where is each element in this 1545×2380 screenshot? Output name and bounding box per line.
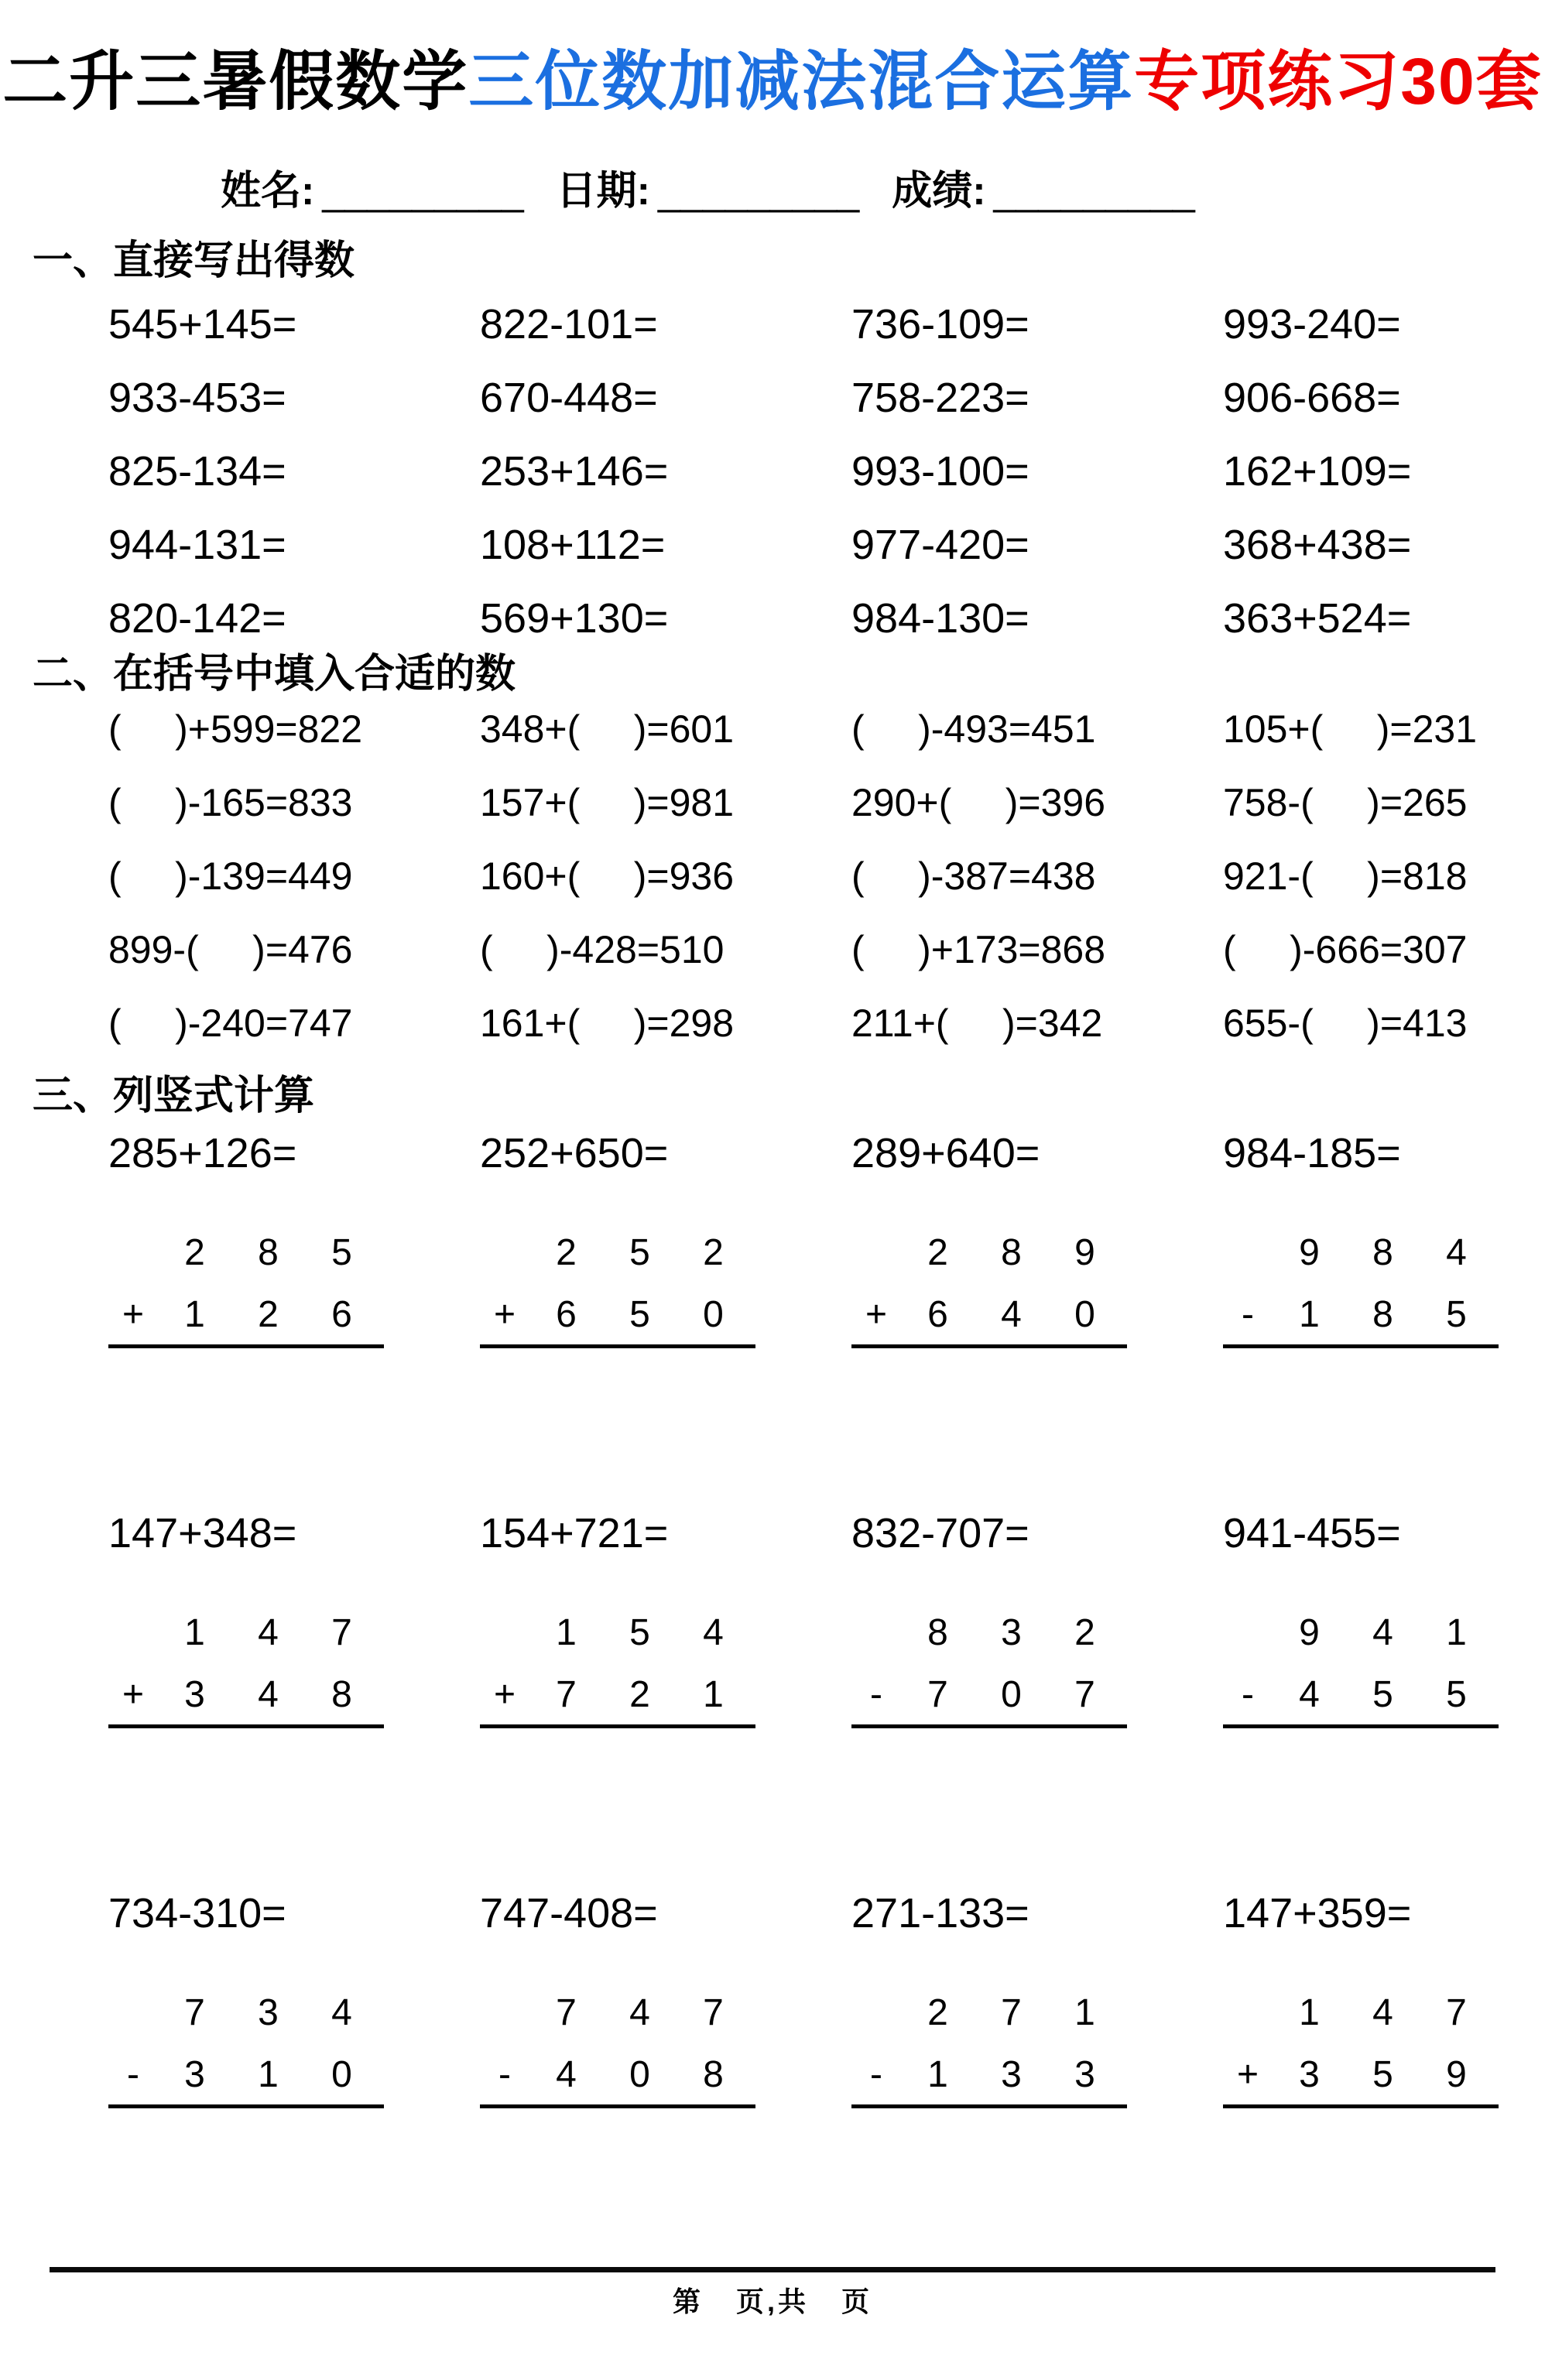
title-series-part: 专项练习30套	[1134, 45, 1543, 118]
info-line	[0, 169, 1545, 215]
vertical-top-digit: 1	[1446, 1612, 1467, 1654]
vertical-bottom-digit: 4	[556, 2054, 577, 2096]
worksheet-title	[0, 0, 1545, 118]
vertical-calc	[1223, 1612, 1545, 1728]
vertical-top-digit: 4	[703, 1612, 724, 1654]
s3-group1-vertical	[0, 1232, 1545, 1348]
vertical-bottom-digit: 8	[703, 2054, 724, 2096]
vertical-calc	[480, 1232, 851, 1348]
s2-problem: ( )-493=451	[851, 707, 1096, 752]
vertical-operator: +	[493, 1674, 516, 1716]
vspacer	[1223, 1235, 1273, 1272]
s2-problem: ( )-139=449	[108, 854, 353, 899]
vertical-calc	[480, 1992, 851, 2108]
vertical-top-digit: 4	[331, 1992, 352, 2034]
s3-problem-label: 734-310=	[108, 1890, 286, 1937]
s3-group3-labels	[0, 1890, 1545, 1937]
s1-problem: 363+524=	[1223, 594, 1412, 642]
s3-problem-label: 271-133=	[851, 1890, 1029, 1937]
score-label: 成绩:	[892, 169, 986, 214]
vertical-calc	[108, 1612, 480, 1728]
vertical-bottom-digit: 0	[629, 2054, 650, 2096]
vertical-top-digit: 2	[927, 1992, 948, 2034]
vertical-digits	[1223, 1992, 1545, 2096]
vertical-top-digit: 5	[629, 1612, 650, 1654]
name-label: 姓名:	[221, 169, 315, 214]
vertical-top-digit: 4	[1372, 1992, 1393, 2034]
vertical-digits	[108, 1232, 480, 1336]
vertical-bottom-digit: 3	[1299, 2054, 1320, 2096]
s1-problem: 993-240=	[1223, 300, 1401, 348]
date-blank: _________	[657, 169, 860, 214]
answer-line	[108, 2104, 384, 2108]
s3-problem-label: 832-707=	[851, 1510, 1029, 1557]
s2-problem: 921-( )=818	[1223, 854, 1468, 899]
vertical-top-digit: 2	[703, 1232, 724, 1274]
vertical-operator: +	[122, 1674, 145, 1716]
vertical-bottom-digit: 2	[258, 1294, 279, 1336]
vertical-bottom-digit: 1	[258, 2054, 279, 2096]
name-blank: _________	[322, 169, 524, 214]
vspacer	[1223, 1615, 1273, 1652]
vertical-bottom-digit: 2	[629, 1674, 650, 1716]
s1-problem: 569+130=	[480, 594, 669, 642]
vertical-top-digit: 8	[927, 1612, 948, 1654]
s2-problem: ( )-666=307	[1223, 928, 1468, 972]
s2-problem: 348+( )=601	[480, 707, 735, 752]
s1-problem: 670-448=	[480, 374, 658, 421]
vspacer	[480, 1995, 529, 2032]
s3-group2-labels	[0, 1510, 1545, 1557]
vertical-operator: -	[1242, 1674, 1254, 1716]
vertical-bottom-digit: 1	[1299, 1294, 1320, 1336]
page-footer: 第 页,共 页	[672, 2286, 872, 2318]
vertical-top-digit: 8	[1001, 1232, 1022, 1274]
vertical-bottom-digit: 6	[331, 1294, 352, 1336]
vertical-bottom-digit: 5	[629, 1294, 650, 1336]
vertical-digits	[851, 1992, 1223, 2096]
s1-problem: 822-101=	[480, 300, 658, 348]
s3-group2-vertical	[0, 1612, 1545, 1728]
vertical-bottom-digit: 7	[556, 1674, 577, 1716]
section3-heading: 三、列竖式计算	[33, 1074, 315, 1119]
s1-problem: 368+438=	[1223, 521, 1412, 568]
vspacer	[480, 1235, 529, 1272]
answer-line	[480, 1724, 755, 1728]
s2-problem: 899-( )=476	[108, 928, 353, 972]
vertical-top-digit: 2	[556, 1232, 577, 1274]
vertical-digits	[108, 1612, 480, 1716]
vertical-top-digit: 4	[258, 1612, 279, 1654]
s3-problem-label: 941-455=	[1223, 1510, 1401, 1557]
vertical-digits	[851, 1232, 1223, 1336]
vertical-top-digit: 5	[629, 1232, 650, 1274]
s1-problem: 736-109=	[851, 300, 1029, 348]
answer-line	[1223, 2104, 1499, 2108]
vertical-bottom-digit: 1	[927, 2054, 948, 2096]
vertical-bottom-digit: 4	[1001, 1294, 1022, 1336]
vertical-bottom-digit: 4	[258, 1674, 279, 1716]
vertical-bottom-digit: 5	[1446, 1294, 1467, 1336]
section1-heading: 一、直接写出得数	[33, 238, 355, 283]
vertical-top-digit: 3	[258, 1992, 279, 2034]
vertical-calc	[1223, 1232, 1545, 1348]
s2-problem: 211+( )=342	[851, 1002, 1103, 1046]
answer-line	[1223, 1344, 1499, 1348]
s1-problem: 108+112=	[480, 521, 666, 568]
s2-problem: 290+( )=396	[851, 781, 1106, 825]
vertical-operator: +	[1236, 2054, 1259, 2096]
vertical-top-digit: 2	[927, 1232, 948, 1274]
s3-problem-label: 147+359=	[1223, 1890, 1412, 1937]
vertical-bottom-digit: 0	[703, 1294, 724, 1336]
s1-problem: 253+146=	[480, 447, 669, 495]
vertical-top-digit: 7	[1446, 1992, 1467, 2034]
vertical-top-digit: 9	[1299, 1612, 1320, 1654]
vspacer	[480, 1615, 529, 1652]
s3-problem-label: 285+126=	[108, 1130, 297, 1177]
vertical-bottom-digit: 7	[927, 1674, 948, 1716]
s1-problem: 933-453=	[108, 374, 286, 421]
vertical-top-digit: 9	[1299, 1232, 1320, 1274]
vertical-digits	[480, 1232, 851, 1336]
answer-line	[851, 1724, 1127, 1728]
vertical-bottom-digit: 6	[927, 1294, 948, 1336]
answer-line	[108, 1724, 384, 1728]
vertical-bottom-digit: 3	[1001, 2054, 1022, 2096]
vertical-top-digit: 4	[1446, 1232, 1467, 1274]
s1-problem: 984-130=	[851, 594, 1029, 642]
vertical-bottom-digit: 3	[1074, 2054, 1095, 2096]
vertical-bottom-digit: 3	[184, 2054, 205, 2096]
vertical-top-digit: 3	[1001, 1612, 1022, 1654]
s2-problem: 655-( )=413	[1223, 1002, 1468, 1046]
s1-problem: 162+109=	[1223, 447, 1412, 495]
vertical-bottom-digit: 7	[1074, 1674, 1095, 1716]
title-topic-part: 三位数加减法混合运算	[468, 45, 1135, 118]
date-label: 日期:	[556, 169, 650, 214]
vertical-operator: -	[870, 2054, 882, 2096]
s2-problem: 105+( )=231	[1223, 707, 1478, 752]
answer-line	[1223, 1724, 1499, 1728]
answer-line	[851, 1344, 1127, 1348]
vertical-calc	[851, 1992, 1223, 2108]
s2-problem: ( )-240=747	[108, 1002, 353, 1046]
vspacer	[108, 1235, 158, 1272]
vertical-top-digit: 8	[1372, 1232, 1393, 1274]
vertical-top-digit: 2	[184, 1232, 205, 1274]
score-blank: _________	[993, 169, 1195, 214]
vspacer	[851, 1235, 901, 1272]
vertical-bottom-digit: 9	[1446, 2054, 1467, 2096]
vertical-top-digit: 4	[1372, 1612, 1393, 1654]
vertical-top-digit: 1	[1299, 1992, 1320, 2034]
vertical-calc	[108, 1232, 480, 1348]
section1-problems	[0, 300, 1545, 642]
section2-problems	[0, 707, 1545, 1046]
vertical-top-digit: 7	[556, 1992, 577, 2034]
s1-problem: 758-223=	[851, 374, 1029, 421]
s2-problem: ( )-428=510	[480, 928, 725, 972]
vertical-digits	[1223, 1232, 1545, 1336]
s2-problem: 758-( )=265	[1223, 781, 1468, 825]
s2-problem: 157+( )=981	[480, 781, 735, 825]
vertical-top-digit: 1	[184, 1612, 205, 1654]
s1-problem: 906-668=	[1223, 374, 1401, 421]
vertical-digits	[851, 1612, 1223, 1716]
vspacer	[851, 1995, 901, 2032]
vertical-bottom-digit: 4	[1299, 1674, 1320, 1716]
s1-problem: 545+145=	[108, 300, 297, 348]
vertical-bottom-digit: 8	[331, 1674, 352, 1716]
section2-heading: 二、在括号中填入合适的数	[33, 651, 516, 697]
answer-line	[851, 2104, 1127, 2108]
vertical-digits	[108, 1992, 480, 2096]
s3-group3-vertical	[0, 1992, 1545, 2108]
vertical-top-digit: 2	[1074, 1612, 1095, 1654]
footer-divider	[50, 2267, 1495, 2272]
s2-problem: ( )+173=868	[851, 928, 1106, 972]
vspacer	[851, 1615, 901, 1652]
answer-line	[480, 1344, 755, 1348]
vertical-calc	[1223, 1992, 1545, 2108]
s3-problem-label: 147+348=	[108, 1510, 297, 1557]
vertical-top-digit: 7	[331, 1612, 352, 1654]
vertical-operator: -	[127, 2054, 139, 2096]
vertical-operator: +	[865, 1294, 888, 1336]
vertical-bottom-digit: 5	[1372, 2054, 1393, 2096]
vertical-top-digit: 5	[331, 1232, 352, 1274]
vertical-bottom-digit: 0	[1001, 1674, 1022, 1716]
vertical-operator: +	[493, 1294, 516, 1336]
s2-problem: ( )-165=833	[108, 781, 353, 825]
vertical-top-digit: 1	[556, 1612, 577, 1654]
s3-problem-label: 289+640=	[851, 1130, 1040, 1177]
s2-problem: ( )+599=822	[108, 707, 363, 752]
vertical-bottom-digit: 0	[331, 2054, 352, 2096]
s1-problem: 977-420=	[851, 521, 1029, 568]
vertical-bottom-digit: 0	[1074, 1294, 1095, 1336]
vertical-bottom-digit: 3	[184, 1674, 205, 1716]
vertical-calc	[851, 1232, 1223, 1348]
answer-line	[108, 1344, 384, 1348]
vspacer	[1223, 1995, 1273, 2032]
vertical-operator: -	[498, 2054, 511, 2096]
vertical-calc	[480, 1612, 851, 1728]
vertical-calc	[108, 1992, 480, 2108]
s3-group1-labels	[0, 1130, 1545, 1177]
answer-line	[480, 2104, 755, 2108]
s1-problem: 825-134=	[108, 447, 286, 495]
vertical-bottom-digit: 5	[1372, 1674, 1393, 1716]
vertical-bottom-digit: 8	[1372, 1294, 1393, 1336]
s3-problem-label: 154+721=	[480, 1510, 669, 1557]
s2-problem: ( )-387=438	[851, 854, 1096, 899]
vertical-operator: -	[1242, 1294, 1254, 1336]
vertical-calc	[851, 1612, 1223, 1728]
vertical-digits	[1223, 1612, 1545, 1716]
s2-problem: 161+( )=298	[480, 1002, 735, 1046]
vspacer	[108, 1995, 158, 2032]
s3-problem-label: 747-408=	[480, 1890, 658, 1937]
vertical-top-digit: 1	[1074, 1992, 1095, 2034]
vertical-top-digit: 9	[1074, 1232, 1095, 1274]
vertical-bottom-digit: 1	[184, 1294, 205, 1336]
title-grade-part: 二升三暑假数学	[2, 45, 469, 118]
s1-problem: 820-142=	[108, 594, 286, 642]
vertical-top-digit: 7	[184, 1992, 205, 2034]
s3-problem-label: 984-185=	[1223, 1130, 1401, 1177]
vertical-digits	[480, 1992, 851, 2096]
vertical-bottom-digit: 1	[703, 1674, 724, 1716]
vertical-top-digit: 7	[1001, 1992, 1022, 2034]
vertical-operator: -	[870, 1674, 882, 1716]
vspacer	[108, 1615, 158, 1652]
vertical-bottom-digit: 6	[556, 1294, 577, 1336]
s1-problem: 944-131=	[108, 521, 286, 568]
vertical-top-digit: 8	[258, 1232, 279, 1274]
vertical-top-digit: 7	[703, 1992, 724, 2034]
vertical-digits	[480, 1612, 851, 1716]
vertical-bottom-digit: 5	[1446, 1674, 1467, 1716]
s2-problem: 160+( )=936	[480, 854, 735, 899]
vertical-top-digit: 4	[629, 1992, 650, 2034]
s3-problem-label: 252+650=	[480, 1130, 669, 1177]
vertical-operator: +	[122, 1294, 145, 1336]
s1-problem: 993-100=	[851, 447, 1029, 495]
